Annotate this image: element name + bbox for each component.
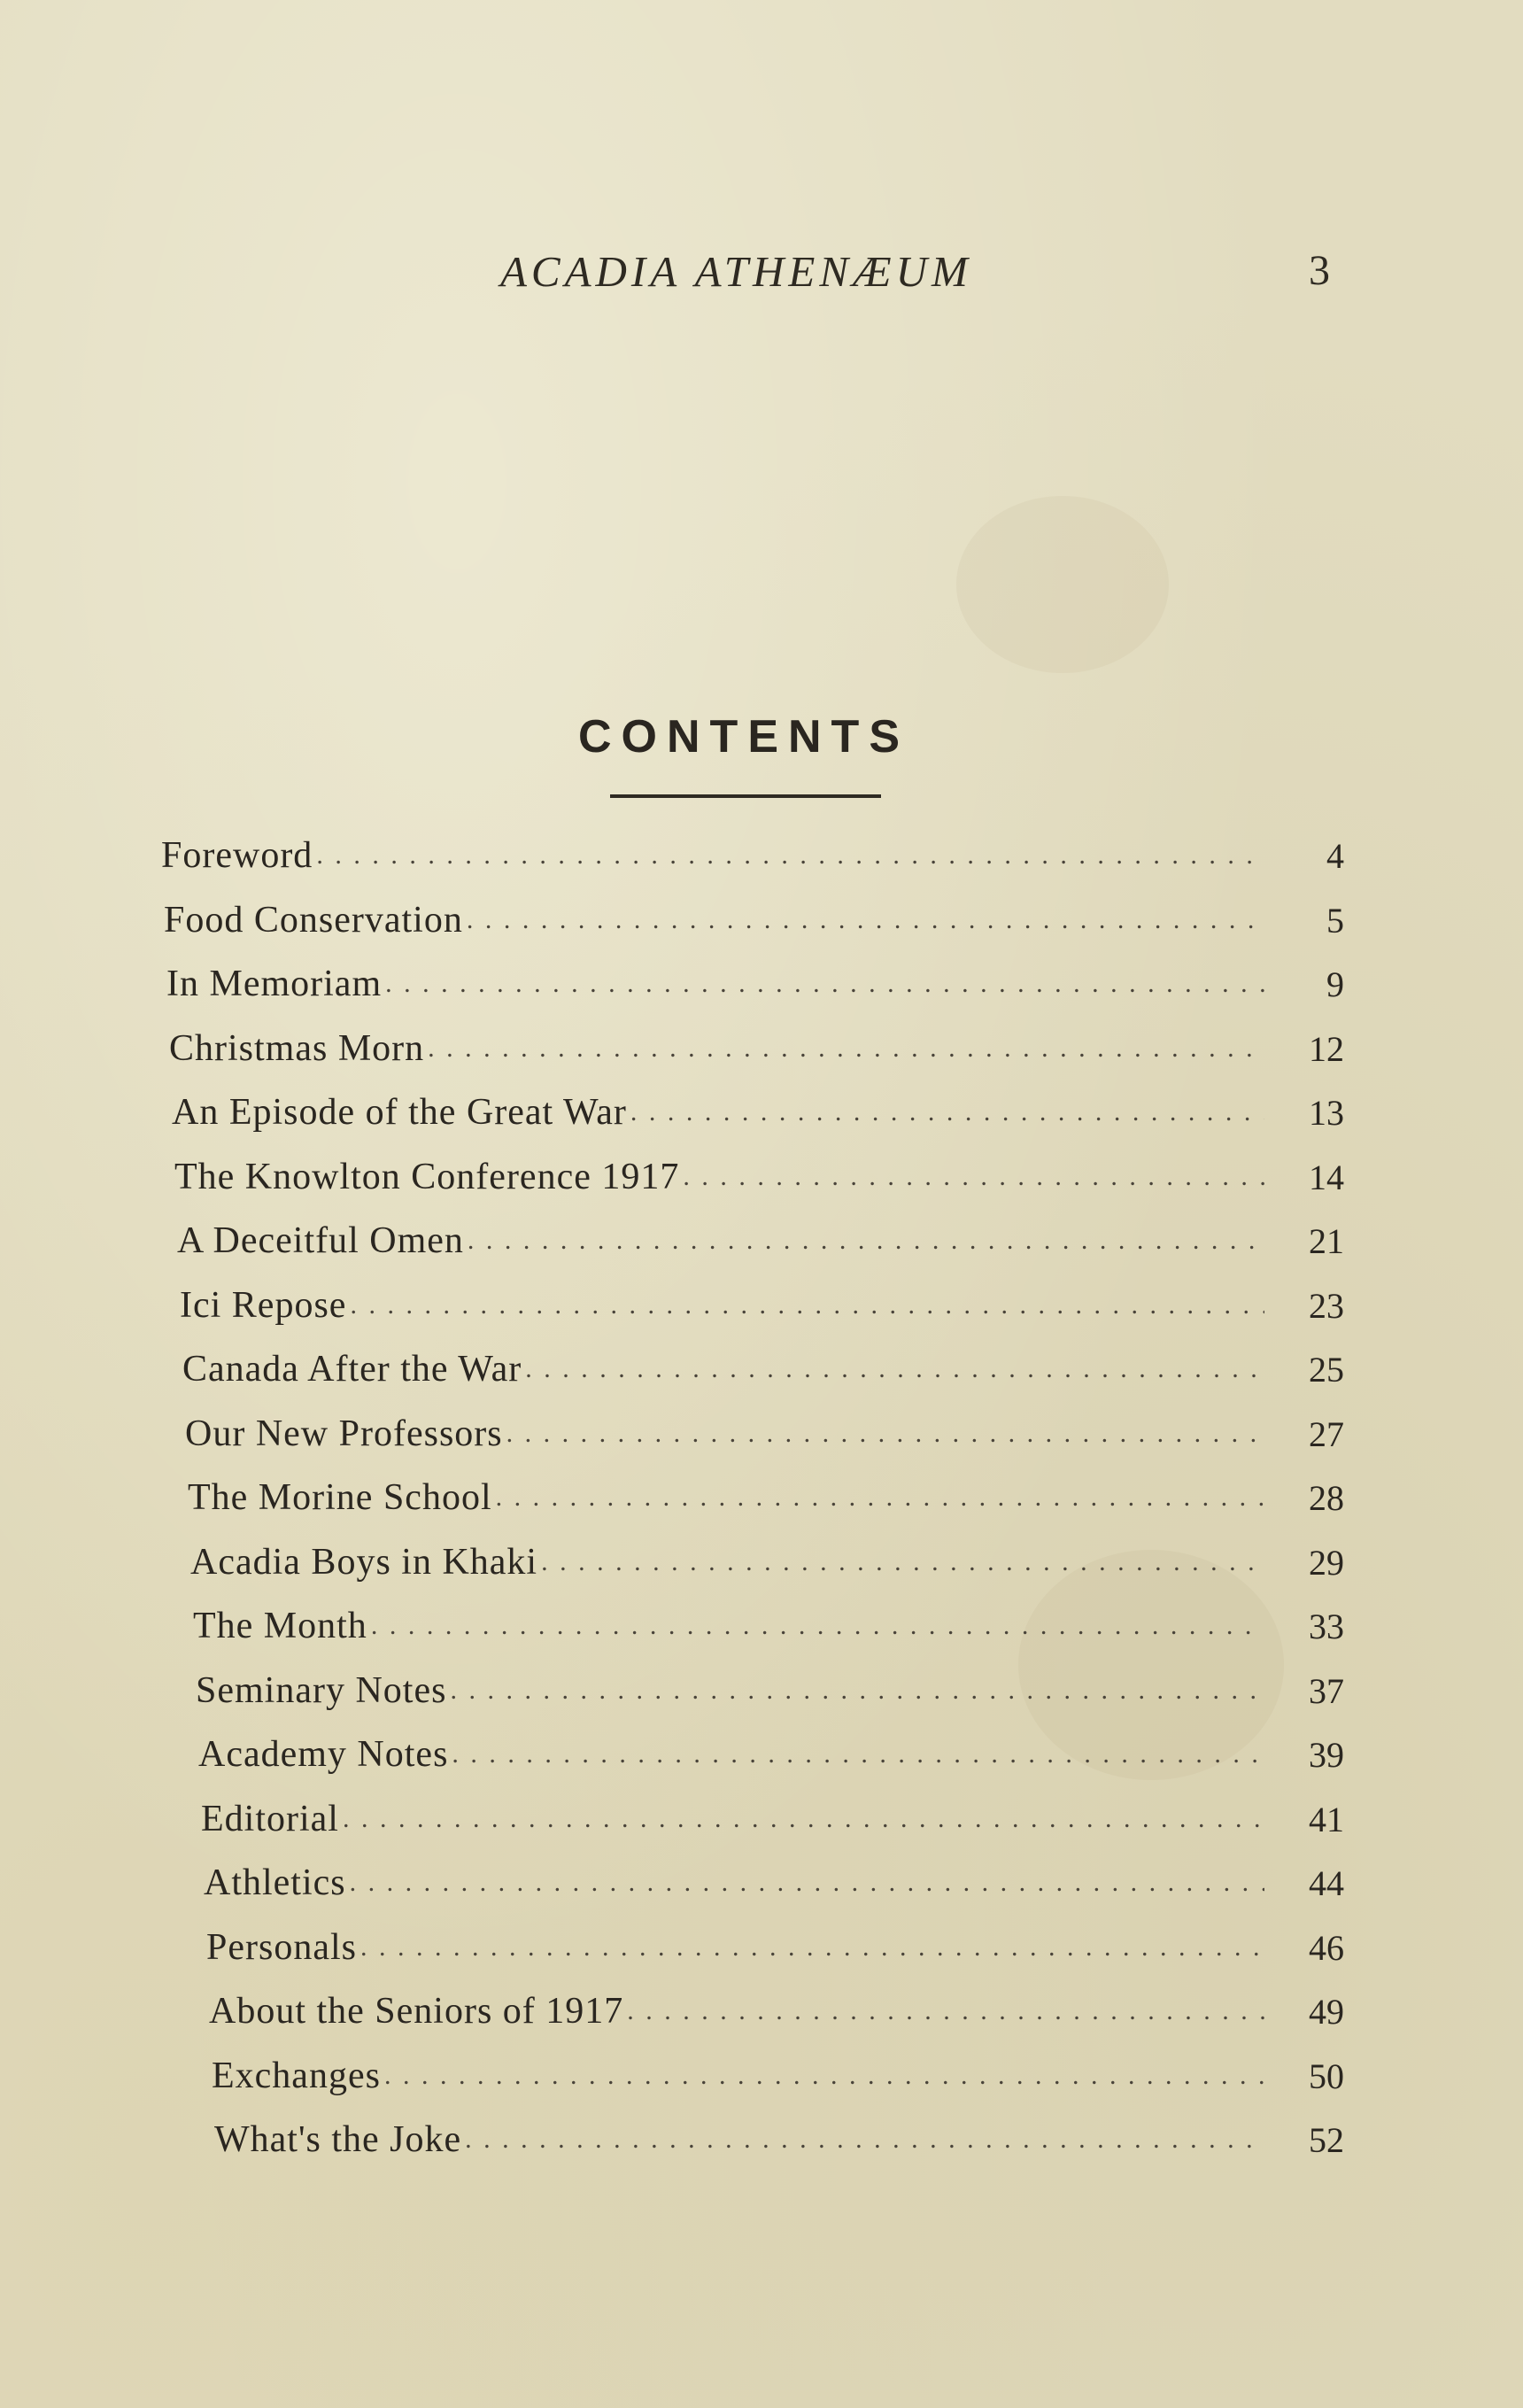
toc-entry-page: 14 bbox=[1309, 1157, 1344, 1197]
toc-entry-title: An Episode of the Great War bbox=[172, 1092, 627, 1133]
toc-dot-leader bbox=[467, 899, 1264, 941]
toc-entry-page: 5 bbox=[1326, 900, 1344, 941]
toc-entry bbox=[206, 1916, 1344, 1969]
toc-entry bbox=[209, 1979, 1344, 2032]
toc-entry bbox=[182, 1337, 1344, 1390]
toc-dot-leader bbox=[450, 1669, 1264, 1712]
toc-dot-leader bbox=[468, 1219, 1264, 1262]
toc-entry-title: The Month bbox=[193, 1606, 367, 1646]
toc-dot-leader bbox=[385, 963, 1264, 1005]
toc-dot-leader bbox=[371, 1605, 1264, 1647]
toc-entry-title: Editorial bbox=[201, 1798, 339, 1839]
toc-entry-page: 49 bbox=[1309, 1992, 1344, 2032]
toc-entry-title: Foreword bbox=[161, 835, 313, 876]
toc-entry bbox=[166, 952, 1344, 1005]
toc-dot-leader bbox=[452, 1733, 1264, 1776]
toc-entry-title: Ici Repose bbox=[180, 1284, 347, 1326]
toc-entry bbox=[198, 1723, 1344, 1776]
toc-entry-title: Athletics bbox=[204, 1862, 346, 1903]
toc-entry bbox=[193, 1594, 1344, 1647]
toc-entry-title: Exchanges bbox=[212, 2055, 381, 2096]
toc-entry bbox=[164, 888, 1344, 941]
toc-entry-title: Canada After the War bbox=[182, 1349, 522, 1390]
toc-entry bbox=[161, 824, 1344, 877]
toc-dot-leader bbox=[343, 1798, 1264, 1840]
toc-entry-page: 4 bbox=[1326, 836, 1344, 876]
toc-entry-page: 12 bbox=[1309, 1028, 1344, 1069]
toc-dot-leader bbox=[630, 1091, 1264, 1134]
toc-dot-leader bbox=[496, 1476, 1264, 1519]
toc-dot-leader bbox=[541, 1541, 1264, 1583]
toc-entry-title: Christmas Morn bbox=[169, 1027, 425, 1069]
toc-entry bbox=[188, 1466, 1344, 1519]
toc-entry bbox=[190, 1530, 1344, 1583]
toc-entry bbox=[212, 2044, 1344, 2097]
toc-entry bbox=[180, 1274, 1344, 1327]
toc-entry bbox=[172, 1080, 1344, 1134]
toc-entry-title: What's the Joke bbox=[214, 2119, 462, 2160]
toc-entry-page: 27 bbox=[1309, 1413, 1344, 1454]
toc-entry-title: Our New Professors bbox=[185, 1413, 503, 1454]
heading-rule bbox=[610, 794, 881, 798]
toc-dot-leader bbox=[627, 1990, 1264, 2032]
toc-entry-title: In Memoriam bbox=[166, 964, 383, 1004]
toc-entry-page: 52 bbox=[1309, 2120, 1344, 2160]
toc-entry-title: The Morine School bbox=[188, 1477, 492, 1518]
toc-entry-page: 44 bbox=[1309, 1863, 1344, 1903]
page-number: 3 bbox=[1309, 247, 1330, 294]
running-head bbox=[0, 246, 1523, 299]
toc-entry-title: The Knowlton Conference 1917 bbox=[174, 1156, 680, 1197]
toc-entry-page: 39 bbox=[1309, 1735, 1344, 1775]
toc-entry-page: 28 bbox=[1309, 1478, 1344, 1518]
toc-entry-page: 21 bbox=[1309, 1221, 1344, 1261]
toc-dot-leader bbox=[525, 1348, 1264, 1390]
toc-entry-page: 29 bbox=[1309, 1542, 1344, 1583]
toc-entry-page: 23 bbox=[1309, 1285, 1344, 1326]
toc-entry-page: 9 bbox=[1326, 964, 1344, 1004]
toc-dot-leader bbox=[350, 1284, 1264, 1327]
toc-entry bbox=[204, 1851, 1344, 1904]
toc-entry bbox=[196, 1659, 1344, 1712]
toc-entry-page: 25 bbox=[1309, 1350, 1344, 1390]
toc-entry-page: 37 bbox=[1309, 1670, 1344, 1711]
toc-entry-page: 50 bbox=[1309, 2056, 1344, 2096]
contents-heading: CONTENTS bbox=[578, 711, 909, 763]
toc-entry-title: A Deceitful Omen bbox=[177, 1220, 464, 1261]
toc-entry-title: Food Conservation bbox=[164, 899, 463, 941]
toc-dot-leader bbox=[316, 834, 1264, 877]
toc-entry-title: Seminary Notes bbox=[196, 1669, 447, 1711]
toc-dot-leader bbox=[360, 1926, 1264, 1969]
toc-dot-leader bbox=[683, 1156, 1264, 1198]
toc-entry-title: Personals bbox=[206, 1926, 357, 1968]
toc-entry-page: 33 bbox=[1309, 1607, 1344, 1646]
running-title: ACADIA ATHENÆUM bbox=[500, 247, 972, 296]
toc-entry bbox=[185, 1402, 1344, 1455]
toc-dot-leader bbox=[465, 2118, 1264, 2161]
toc-dot-leader bbox=[428, 1027, 1264, 1070]
toc-entry bbox=[174, 1145, 1344, 1198]
toc-entry-page: 13 bbox=[1309, 1093, 1344, 1133]
toc-dot-leader bbox=[506, 1413, 1264, 1455]
toc-entry-title: About the Seniors of 1917 bbox=[209, 1991, 624, 2032]
toc-entry-title: Acadia Boys in Khaki bbox=[190, 1541, 538, 1583]
toc-entry bbox=[201, 1787, 1344, 1840]
toc-entry-page: 41 bbox=[1309, 1799, 1344, 1839]
toc-dot-leader bbox=[350, 1862, 1264, 1904]
paper-stain bbox=[956, 496, 1169, 673]
table-of-contents bbox=[0, 824, 1523, 2170]
toc-entry bbox=[177, 1209, 1344, 1262]
toc-entry bbox=[214, 2108, 1344, 2161]
toc-entry-title: Academy Notes bbox=[198, 1734, 449, 1775]
toc-entry-page: 46 bbox=[1309, 1927, 1344, 1968]
toc-dot-leader bbox=[384, 2055, 1264, 2097]
toc-entry bbox=[169, 1017, 1344, 1070]
